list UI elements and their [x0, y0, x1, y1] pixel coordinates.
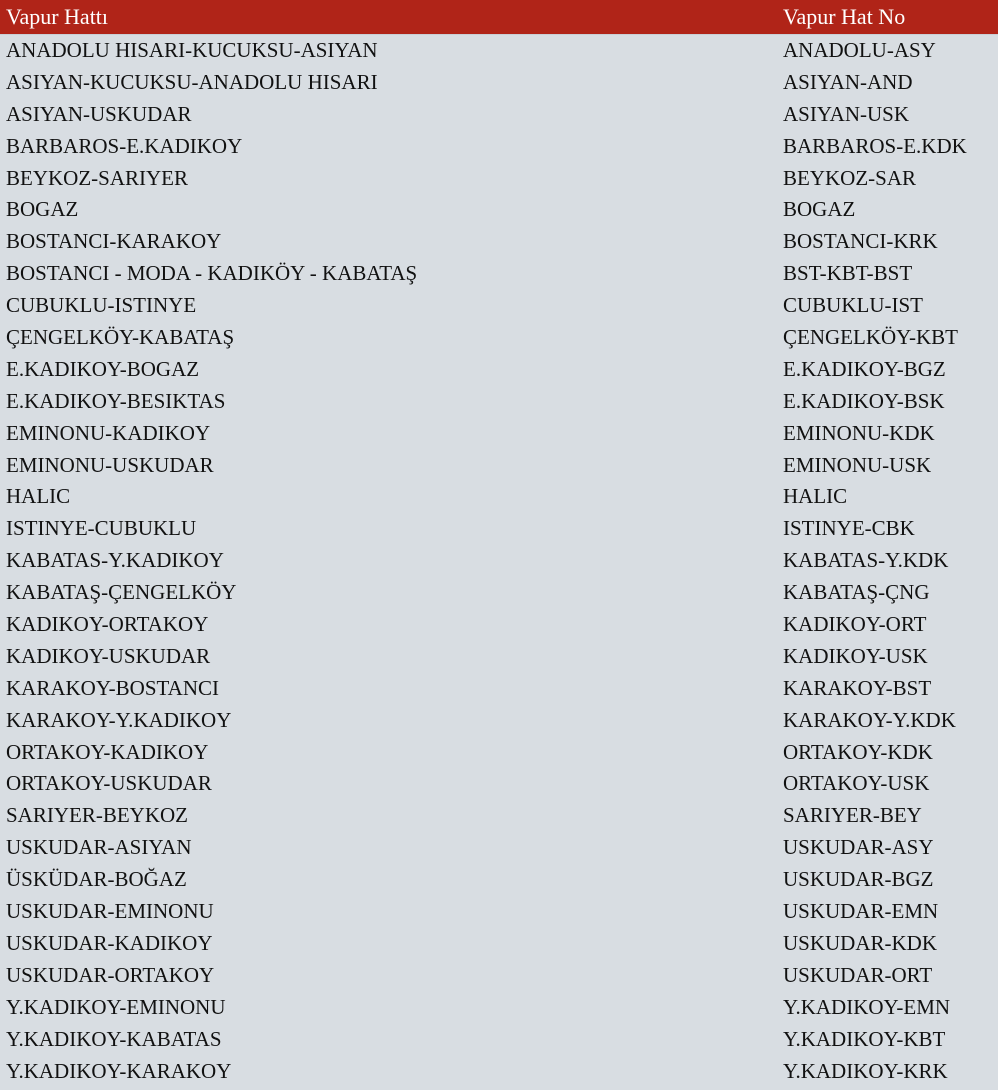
- cell-line-code[interactable]: BARBAROS-E.KDK: [783, 133, 967, 158]
- cell-line-name[interactable]: BOSTANCI-KARAKOY: [6, 229, 222, 254]
- cell-line-code[interactable]: USKUDAR-BGZ: [783, 867, 934, 892]
- cell-line-name[interactable]: USKUDAR-ASIYAN: [6, 835, 192, 860]
- cell-line-code[interactable]: KARAKOY-Y.KDK: [783, 707, 956, 732]
- cell-line-code[interactable]: ISTINYE-CBK: [783, 516, 915, 541]
- table-row[interactable]: [0, 737, 998, 769]
- cell-line-name[interactable]: CUBUKLU-ISTINYE: [6, 293, 197, 318]
- table-row[interactable]: [0, 99, 998, 131]
- cell-line-name[interactable]: BOGAZ: [6, 197, 79, 222]
- cell-line-name[interactable]: HALIC: [6, 484, 71, 509]
- cell-line-code[interactable]: BOSTANCI-KRK: [783, 229, 938, 254]
- table-row[interactable]: [0, 832, 998, 864]
- table-row[interactable]: [0, 577, 998, 609]
- cell-line-name[interactable]: USKUDAR-KADIKOY: [6, 930, 213, 955]
- table-row[interactable]: [0, 545, 998, 577]
- cell-line-name[interactable]: KARAKOY-BOSTANCI: [6, 675, 219, 700]
- cell-line-code[interactable]: E.KADIKOY-BGZ: [783, 356, 946, 381]
- cell-line-name[interactable]: Y.KADIKOY-EMINONU: [6, 994, 226, 1019]
- table-row[interactable]: [0, 386, 998, 418]
- cell-line-code[interactable]: BEYKOZ-SAR: [783, 165, 917, 190]
- cell-line-code[interactable]: BOGAZ: [783, 197, 856, 222]
- table-row[interactable]: [0, 354, 998, 386]
- table-row[interactable]: [0, 131, 998, 163]
- table-row[interactable]: [0, 35, 998, 67]
- table-row[interactable]: [0, 609, 998, 641]
- cell-line-name[interactable]: ASIYAN-KUCUKSU-ANADOLU HISARI: [6, 69, 378, 94]
- cell-line-code[interactable]: ORTAKOY-KDK: [783, 739, 933, 764]
- cell-line-name[interactable]: USKUDAR-ORTAKOY: [6, 962, 215, 987]
- cell-line-code[interactable]: ASIYAN-AND: [783, 69, 913, 94]
- cell-line-code[interactable]: SARIYER-BEY: [783, 803, 922, 828]
- cell-line-name[interactable]: ORTAKOY-KADIKOY: [6, 739, 209, 764]
- cell-line-name[interactable]: BOSTANCI - MODA - KADIKÖY - KABATAŞ: [6, 261, 418, 286]
- cell-line-code[interactable]: EMINONU-KDK: [783, 420, 935, 445]
- cell-line-code[interactable]: ASIYAN-USK: [783, 101, 910, 126]
- table-row[interactable]: [0, 800, 998, 832]
- cell-line-name[interactable]: E.KADIKOY-BESIKTAS: [6, 388, 226, 413]
- table-row[interactable]: [0, 1056, 998, 1088]
- cell-line-code[interactable]: ORTAKOY-USK: [783, 771, 930, 796]
- cell-line-code[interactable]: KADIKOY-ORT: [783, 612, 927, 637]
- table-row[interactable]: [0, 705, 998, 737]
- cell-line-name[interactable]: ANADOLU HISARI-KUCUKSU-ASIYAN: [6, 38, 378, 62]
- cell-line-name[interactable]: BARBAROS-E.KADIKOY: [6, 133, 243, 158]
- cell-line-code[interactable]: USKUDAR-KDK: [783, 930, 938, 955]
- column-header-line-code[interactable]: Vapur Hat No: [783, 4, 906, 29]
- table-row[interactable]: [0, 992, 998, 1024]
- table-row[interactable]: [0, 864, 998, 896]
- cell-line-code[interactable]: Y.KADIKOY-KRK: [783, 1058, 948, 1083]
- cell-line-code[interactable]: Y.KADIKOY-EMN: [783, 994, 951, 1019]
- cell-line-name[interactable]: KADIKOY-USKUDAR: [6, 643, 211, 668]
- cell-line-code[interactable]: Y.KADIKOY-KBT: [783, 1026, 946, 1051]
- table-row[interactable]: [0, 481, 998, 513]
- table-row[interactable]: [0, 226, 998, 258]
- table-row[interactable]: [0, 896, 998, 928]
- table-row[interactable]: [0, 258, 998, 290]
- cell-line-name[interactable]: BEYKOZ-SARIYER: [6, 165, 188, 190]
- table-row[interactable]: [0, 322, 998, 354]
- cell-line-code[interactable]: E.KADIKOY-BSK: [783, 388, 945, 413]
- table-row[interactable]: [0, 1024, 998, 1056]
- table-row[interactable]: [0, 960, 998, 992]
- table-row[interactable]: [0, 673, 998, 705]
- cell-line-code[interactable]: USKUDAR-ORT: [783, 962, 933, 987]
- cell-line-code[interactable]: HALIC: [783, 484, 848, 509]
- cell-line-name[interactable]: SARIYER-BEYKOZ: [6, 803, 188, 828]
- cell-line-name[interactable]: KABATAŞ-ÇENGELKÖY: [6, 580, 237, 605]
- cell-line-code[interactable]: ANADOLU-ASY: [783, 38, 936, 62]
- cell-line-name[interactable]: ORTAKOY-USKUDAR: [6, 771, 212, 796]
- column-header-line-name[interactable]: Vapur Hattı: [6, 4, 109, 29]
- table-row[interactable]: [0, 194, 998, 226]
- cell-line-code[interactable]: EMINONU-USK: [783, 452, 932, 477]
- cell-line-code[interactable]: USKUDAR-ASY: [783, 835, 934, 860]
- table-row[interactable]: [0, 450, 998, 482]
- table-row[interactable]: [0, 418, 998, 450]
- cell-line-name[interactable]: E.KADIKOY-BOGAZ: [6, 356, 200, 381]
- cell-line-name[interactable]: EMINONU-KADIKOY: [6, 420, 211, 445]
- cell-line-name[interactable]: KARAKOY-Y.KADIKOY: [6, 707, 232, 732]
- cell-line-name[interactable]: ÇENGELKÖY-KABATAŞ: [6, 325, 235, 350]
- cell-line-code[interactable]: KABATAŞ-ÇNG: [783, 580, 930, 605]
- cell-line-name[interactable]: Y.KADIKOY-KARAKOY: [6, 1058, 232, 1083]
- cell-line-name[interactable]: USKUDAR-EMINONU: [6, 899, 214, 924]
- table-row[interactable]: [0, 163, 998, 195]
- table-body: [0, 35, 998, 1087]
- cell-line-name[interactable]: ASIYAN-USKUDAR: [6, 101, 192, 126]
- cell-line-name[interactable]: KABATAS-Y.KADIKOY: [6, 548, 224, 573]
- table-row[interactable]: [0, 768, 998, 800]
- cell-line-code[interactable]: KABATAS-Y.KDK: [783, 548, 949, 573]
- cell-line-code[interactable]: USKUDAR-EMN: [783, 899, 939, 924]
- cell-line-code[interactable]: CUBUKLU-IST: [783, 293, 923, 318]
- table-row[interactable]: [0, 67, 998, 99]
- cell-line-name[interactable]: KADIKOY-ORTAKOY: [6, 612, 209, 637]
- cell-line-name[interactable]: ÜSKÜDAR-BOĞAZ: [6, 867, 187, 892]
- table-row[interactable]: [0, 290, 998, 322]
- cell-line-name[interactable]: ISTINYE-CUBUKLU: [6, 516, 197, 541]
- cell-line-code[interactable]: KARAKOY-BST: [783, 675, 932, 700]
- cell-line-name[interactable]: EMINONU-USKUDAR: [6, 452, 214, 477]
- cell-line-name[interactable]: Y.KADIKOY-KABATAS: [6, 1026, 222, 1051]
- cell-line-code[interactable]: BST-KBT-BST: [783, 261, 913, 286]
- table-header-row: [0, 0, 998, 35]
- table-row[interactable]: [0, 513, 998, 545]
- table-row[interactable]: [0, 641, 998, 673]
- cell-line-code[interactable]: ÇENGELKÖY-KBT: [783, 325, 958, 350]
- cell-line-code[interactable]: KADIKOY-USK: [783, 643, 928, 668]
- table-row[interactable]: [0, 928, 998, 960]
